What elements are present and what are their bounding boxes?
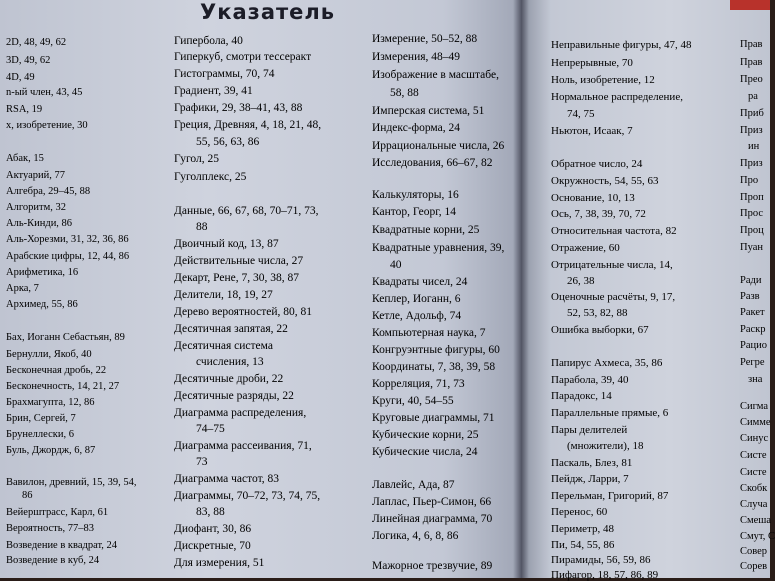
index-entry: Непрерывные, 70	[551, 57, 633, 69]
index-entry: Арифметика, 16	[6, 267, 79, 278]
index-entry: Бесконечная дробь, 22	[6, 365, 107, 376]
index-entry: Пуан	[740, 242, 763, 253]
index-entry: Диаграмма рассеивания, 71,	[174, 440, 312, 452]
index-entry: Основание, 10, 13	[551, 192, 635, 204]
index-entry: зна	[748, 374, 763, 385]
index-entry: Ради	[740, 275, 762, 286]
index-entry: Для измерения, 51	[174, 557, 265, 569]
index-entry: Гиперкуб, смотри тессеракт	[174, 51, 312, 63]
index-entry: Систе	[740, 450, 767, 461]
index-entry: Диаграмма частот, 83	[174, 473, 280, 485]
index-entry: Ошибка выборки, 67	[551, 324, 649, 336]
index-entry: 74, 75	[567, 108, 595, 120]
index-entry: Калькуляторы, 16	[372, 189, 459, 201]
index-title: Указатель	[200, 0, 336, 24]
index-entry: Бах, Иоганн Себастьян, 89	[6, 332, 125, 343]
index-entry: Брунеллески, 6	[6, 429, 74, 440]
index-entry: RSA, 19	[6, 104, 43, 115]
index-entry: Линейная диаграмма, 70	[372, 513, 493, 525]
index-entry: Случа	[740, 499, 768, 510]
index-entry: Дискретные, 70	[174, 540, 251, 552]
index-entry: Окружность, 54, 55, 63	[551, 175, 659, 187]
index-entry: Абак, 15	[6, 153, 44, 164]
index-entry: Пи, 54, 55, 86	[551, 539, 615, 551]
index-entry: Неправильные фигуры, 47, 48	[551, 39, 692, 51]
index-entry: Перенос, 60	[551, 506, 608, 518]
index-entry: 86	[22, 490, 33, 501]
index-entry: 26, 38	[567, 275, 595, 287]
index-entry: Диофант, 30, 86	[174, 523, 252, 535]
index-entry: Отражение, 60	[551, 242, 620, 254]
index-entry: Брахмагупта, 12, 86	[6, 397, 95, 408]
index-entry: 83, 88	[196, 506, 225, 518]
index-entry: Гипербола, 40	[174, 35, 243, 47]
index-entry: Арка, 7	[6, 283, 39, 294]
index-entry: Параллельные прямые, 6	[551, 407, 669, 419]
index-entry: Возведение в куб, 24	[6, 555, 100, 566]
index-entry: Квадратные уравнения, 39,	[372, 242, 505, 254]
index-entry: Перельман, Григорий, 87	[551, 490, 669, 502]
index-entry: Изображение в масштабе,	[372, 69, 499, 81]
index-entry: Паскаль, Блез, 81	[551, 457, 633, 469]
index-entry: Синус	[740, 433, 769, 444]
index-entry: Десятичные разряды, 22	[174, 390, 294, 402]
index-entry: 88	[196, 221, 208, 233]
index-entry: Пары делителей	[551, 424, 628, 436]
index-entry: Возведение в квадрат, 24	[6, 540, 118, 551]
index-entry: Иррациональные числа, 26	[372, 140, 505, 152]
index-entry: x, изобретение, 30	[6, 120, 88, 131]
index-entry: n-ый член, 43, 45	[6, 87, 83, 98]
index-entry: Гугол, 25	[174, 153, 219, 165]
index-entry: Ось, 7, 38, 39, 70, 72	[551, 208, 646, 220]
index-entry: Про	[740, 175, 759, 186]
index-entry: Симме	[740, 417, 771, 428]
index-entry: Десятичная система	[174, 340, 273, 352]
index-entry: 55, 56, 63, 86	[196, 136, 260, 148]
index-entry: Кетле, Адольф, 74	[372, 310, 462, 322]
index-entry: 52, 53, 82, 88	[567, 307, 628, 319]
index-entry: Ноль, изобретение, 12	[551, 74, 655, 86]
index-entry: 74–75	[196, 423, 225, 435]
index-entry: Гистограммы, 70, 74	[174, 68, 275, 80]
index-entry: Буль, Джордж, 6, 87	[6, 445, 96, 456]
index-entry: Пифагор, 18, 57, 86, 89	[551, 569, 659, 581]
index-entry: Периметр, 48	[551, 523, 614, 535]
index-entry: Раскр	[740, 324, 766, 335]
index-entry: Мажорное трезвучие, 89	[372, 560, 493, 572]
index-entry: Круговые диаграммы, 71	[372, 412, 495, 424]
index-entry: Лавлейс, Ада, 87	[372, 479, 455, 491]
index-entry: Корреляция, 71, 73	[372, 378, 465, 390]
index-entry: ра	[748, 91, 758, 102]
index-entry: Отрицательные числа, 14,	[551, 259, 673, 271]
index-entry: Проц	[740, 225, 764, 236]
index-entry: счисления, 13	[196, 356, 264, 368]
index-entry: Оценочные расчёты, 9, 17,	[551, 291, 676, 303]
index-entry: Бернулли, Якоб, 40	[6, 349, 92, 360]
index-entry: Диаграммы, 70–72, 73, 74, 75,	[174, 490, 321, 502]
index-entry: Ньютон, Исаак, 7	[551, 125, 633, 137]
index-entry: Сорев	[740, 561, 768, 572]
index-entry: Графики, 29, 38–41, 43, 88	[174, 102, 303, 114]
index-entry: Конгруэнтные фигуры, 60	[372, 344, 500, 356]
index-entry: Рацио	[740, 340, 767, 351]
index-entry: Прео	[740, 74, 763, 85]
index-entry: Алгебра, 29–45, 88	[6, 186, 91, 197]
index-entry: Прав	[740, 39, 763, 50]
index-entry: Прав	[740, 57, 763, 68]
index-entry: Вейерштрасс, Карл, 61	[6, 507, 109, 518]
index-entry: Пирамиды, 56, 59, 86	[551, 554, 651, 566]
index-entry: Смут, С	[740, 531, 775, 542]
index-entry: Ракет	[740, 307, 765, 318]
index-entry: (множители), 18	[567, 440, 644, 452]
index-entry: Аль-Кинди, 86	[6, 218, 73, 229]
index-entry: Делители, 18, 19, 27	[174, 289, 273, 301]
red-cover-edge	[730, 0, 770, 10]
index-entry: 40	[390, 259, 402, 271]
index-entry: Круги, 40, 54–55	[372, 395, 454, 407]
index-entry: Декарт, Рене, 7, 30, 38, 87	[174, 272, 299, 284]
index-entry: Парабола, 39, 40	[551, 374, 629, 386]
index-entry: Папирус Ахмеса, 35, 86	[551, 357, 663, 369]
index-entry: Вавилон, древний, 15, 39, 54,	[6, 477, 137, 488]
index-entry: Греция, Древняя, 4, 18, 21, 48,	[174, 119, 322, 131]
index-entry: 2D, 48, 49, 62	[6, 37, 67, 48]
index-entry: Совер	[740, 546, 768, 557]
index-entry: Скобк	[740, 483, 768, 494]
index-entry: Сигма	[740, 401, 769, 412]
index-entry: Пейдж, Ларри, 7	[551, 473, 629, 485]
index-entry: Измерения, 48–49	[372, 51, 461, 63]
index-entry: Бесконечность, 14, 21, 27	[6, 381, 120, 392]
index-entry: ин	[748, 141, 760, 152]
index-entry: Дерево вероятностей, 80, 81	[174, 306, 313, 318]
index-entry: Смеша	[740, 515, 772, 526]
index-entry: Гуголплекс, 25	[174, 171, 247, 183]
index-entry: Компьютерная наука, 7	[372, 327, 486, 339]
index-entry: Актуарий, 77	[6, 170, 66, 181]
index-entry: Разв	[740, 291, 760, 302]
index-entry: Кеплер, Иоганн, 6	[372, 293, 461, 305]
index-entry: Систе	[740, 467, 767, 478]
index-entry: Проп	[740, 192, 764, 203]
index-entry: Данные, 66, 67, 68, 70–71, 73,	[174, 205, 319, 217]
index-entry: Регре	[740, 357, 765, 368]
index-entry: Квадраты чисел, 24	[372, 276, 468, 288]
index-entry: 4D, 49	[6, 72, 35, 83]
index-entry: Диаграмма распределения,	[174, 407, 307, 419]
index-entry: Кубические числа, 24	[372, 446, 478, 458]
index-entry: Алгоритм, 32	[6, 202, 66, 213]
index-entry: Имперская система, 51	[372, 105, 485, 117]
index-entry: Квадратные корни, 25	[372, 224, 480, 236]
index-entry: Измерение, 50–52, 88	[372, 33, 478, 45]
index-entry: Обратное число, 24	[551, 158, 643, 170]
index-entry: Прос	[740, 208, 764, 219]
index-entry: Относительная частота, 82	[551, 225, 677, 237]
index-entry: Нормальное распределение,	[551, 91, 683, 103]
index-entry: Арабские цифры, 12, 44, 86	[6, 251, 130, 262]
index-entry: Приз	[740, 158, 763, 169]
book-gutter	[513, 0, 529, 578]
index-entry: Приз	[740, 125, 763, 136]
index-entry: Приб	[740, 108, 764, 119]
index-entry: Двоичный код, 13, 87	[174, 238, 279, 250]
index-entry: 58, 88	[390, 87, 419, 99]
index-entry: Вероятность, 77–83	[6, 523, 95, 534]
index-entry: Логика, 4, 6, 8, 86	[372, 530, 459, 542]
index-entry: 73	[196, 456, 208, 468]
index-entry: Брин, Сергей, 7	[6, 413, 76, 424]
index-entry: Кантор, Георг, 14	[372, 206, 456, 218]
index-entry: Градиент, 39, 41	[174, 85, 253, 97]
index-entry: Исследования, 66–67, 82	[372, 157, 493, 169]
index-entry: Архимед, 55, 86	[6, 299, 78, 310]
index-entry: Аль-Хорезми, 31, 32, 36, 86	[6, 234, 129, 245]
index-entry: Индекс-форма, 24	[372, 122, 460, 134]
index-entry: Лаплас, Пьер-Симон, 66	[372, 496, 492, 508]
index-entry: Парадокс, 14	[551, 390, 612, 402]
index-entry: Действительные числа, 27	[174, 255, 304, 267]
index-entry: Координаты, 7, 38, 39, 58	[372, 361, 496, 373]
index-entry: Десятичные дроби, 22	[174, 373, 284, 385]
index-entry: Десятичная запятая, 22	[174, 323, 288, 335]
index-entry: 3D, 49, 62	[6, 55, 51, 66]
index-entry: Кубические корни, 25	[372, 429, 479, 441]
